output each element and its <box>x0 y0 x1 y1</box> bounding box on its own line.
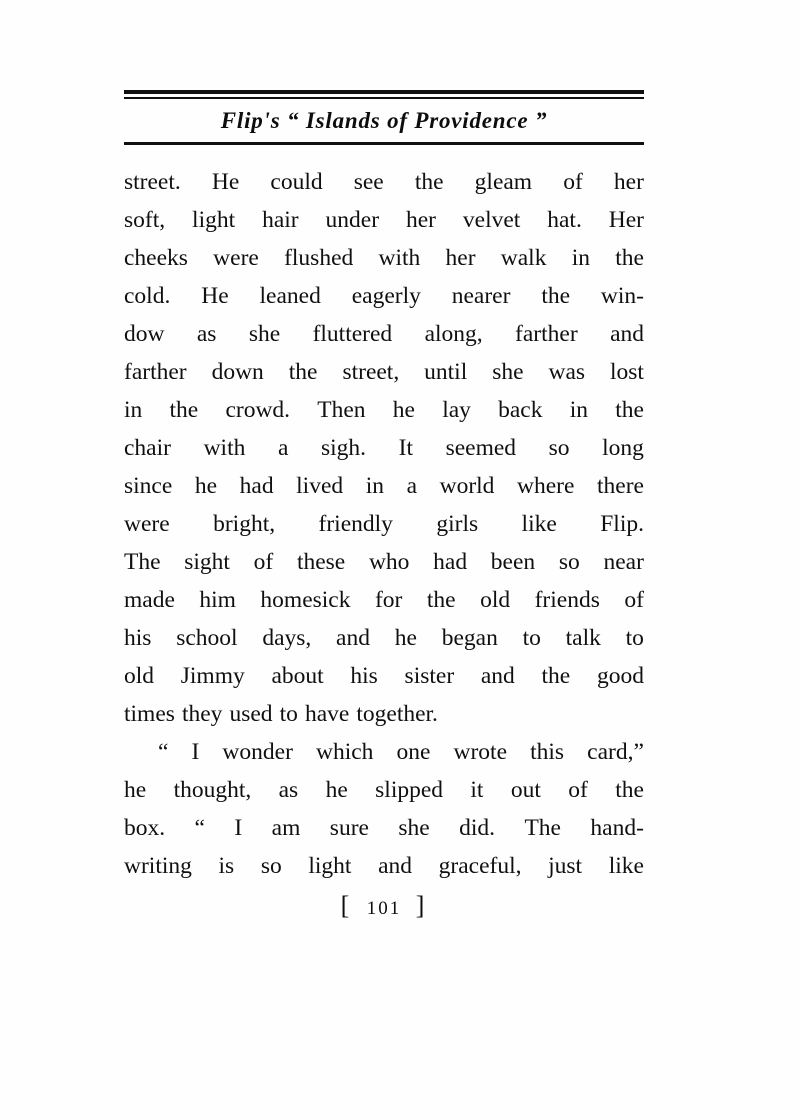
word: dow <box>124 321 165 347</box>
word: began <box>441 625 498 651</box>
body-text <box>124 163 644 885</box>
word: school <box>176 625 238 651</box>
word: velvet <box>462 207 521 233</box>
word: as <box>196 321 217 347</box>
word: to <box>625 625 644 651</box>
word: his <box>124 625 152 651</box>
word: so <box>548 435 570 461</box>
word: these <box>296 549 346 575</box>
word: light <box>192 207 236 233</box>
word: fluttered <box>312 321 393 347</box>
word: the <box>169 397 199 423</box>
paragraph <box>124 163 644 733</box>
word: she <box>492 359 524 385</box>
word: with <box>378 245 421 271</box>
word: in <box>569 397 588 423</box>
word: the <box>426 587 456 613</box>
text-line <box>124 277 644 315</box>
word: Flip. <box>600 511 644 537</box>
word: her <box>405 207 436 233</box>
word: homesick <box>260 587 351 613</box>
word: with <box>203 435 246 461</box>
word: one <box>396 739 431 765</box>
word: her <box>445 245 476 271</box>
word: and <box>336 625 370 651</box>
word: box. <box>124 815 166 841</box>
running-head: Flip's “ Islands of Providence ” <box>220 108 548 133</box>
word: eagerly <box>351 283 421 309</box>
word: used <box>229 701 273 727</box>
word: where <box>517 473 575 499</box>
word: The <box>124 549 161 575</box>
word: am <box>271 815 301 841</box>
word: like <box>608 853 644 879</box>
word: win- <box>600 283 644 309</box>
word: he <box>394 625 417 651</box>
text-line <box>124 771 644 809</box>
text-line <box>124 619 644 657</box>
text-line <box>124 695 644 733</box>
folio-number: 101 <box>366 898 402 919</box>
folio-open-bracket: [ <box>340 891 353 920</box>
word: wrote <box>453 739 508 765</box>
word: about <box>271 663 324 689</box>
word: “ <box>194 815 205 841</box>
word: friends <box>534 587 600 613</box>
text-line <box>124 733 644 771</box>
text-line <box>124 315 644 353</box>
text-line <box>124 353 644 391</box>
word: out <box>510 777 541 803</box>
word: lay <box>442 397 471 423</box>
word: she <box>248 321 281 347</box>
word: cheeks <box>124 245 188 271</box>
word: I <box>234 815 243 841</box>
word: times <box>124 701 175 727</box>
word: chair <box>124 435 171 461</box>
word: leaned <box>259 283 321 309</box>
word: cold. <box>124 283 171 309</box>
word: lived <box>296 473 344 499</box>
word: her <box>613 169 644 195</box>
word: like <box>521 511 557 537</box>
text-line <box>124 505 644 543</box>
word: until <box>424 359 468 385</box>
page-folio <box>124 891 644 921</box>
word: he <box>124 777 147 803</box>
word: she <box>398 815 430 841</box>
word: thought, <box>173 777 252 803</box>
word: together. <box>356 701 438 727</box>
text-line <box>124 657 644 695</box>
word: It <box>398 435 413 461</box>
word: had <box>239 473 274 499</box>
word: the <box>541 283 571 309</box>
text-line <box>124 847 644 885</box>
word: soft, <box>124 207 166 233</box>
word: bright, <box>213 511 276 537</box>
word: girls <box>436 511 479 537</box>
word: were <box>124 511 170 537</box>
word: the <box>288 359 318 385</box>
word: the <box>615 397 644 423</box>
word: which <box>315 739 374 765</box>
word: and <box>480 663 515 689</box>
word: sight <box>184 549 230 575</box>
word: lost <box>609 359 644 385</box>
text-line <box>124 201 644 239</box>
word: “ <box>158 739 169 765</box>
word: so <box>558 549 580 575</box>
word: card,” <box>587 739 644 765</box>
word: he <box>392 397 415 423</box>
word: for <box>374 587 403 613</box>
word: down <box>211 359 264 385</box>
text-line <box>124 239 644 277</box>
word: could <box>270 169 323 195</box>
word: sister <box>404 663 455 689</box>
word: his <box>350 663 378 689</box>
word: He <box>201 283 229 309</box>
word: talk <box>565 625 601 651</box>
word: long <box>602 435 644 461</box>
word: friendly <box>318 511 393 537</box>
word: to <box>522 625 541 651</box>
word: who <box>368 549 410 575</box>
word: gleam <box>474 169 533 195</box>
word: farther <box>124 359 187 385</box>
paragraph <box>124 733 644 885</box>
word: good <box>596 663 644 689</box>
word: as <box>278 777 299 803</box>
page-content <box>124 90 644 921</box>
word: street. <box>124 169 181 195</box>
word: The <box>524 815 561 841</box>
word: were <box>213 245 259 271</box>
word: this <box>530 739 565 765</box>
word: flushed <box>284 245 354 271</box>
word: old <box>480 587 511 613</box>
word: the <box>615 245 644 271</box>
word: been <box>490 549 536 575</box>
word: and <box>378 853 413 879</box>
word: a <box>406 473 418 499</box>
word: Jimmy <box>180 663 245 689</box>
word: of <box>568 777 588 803</box>
text-line <box>124 543 644 581</box>
word: writing <box>124 853 192 879</box>
word: of <box>563 169 583 195</box>
word: crowd. <box>225 397 291 423</box>
word: since <box>124 473 173 499</box>
word: farther <box>515 321 578 347</box>
word: hand- <box>590 815 644 841</box>
word: in <box>365 473 385 499</box>
head-rule <box>124 142 644 145</box>
text-line <box>124 163 644 201</box>
word: I <box>191 739 200 765</box>
word: to <box>279 701 298 727</box>
word: sigh. <box>320 435 367 461</box>
word: of <box>624 587 644 613</box>
word: was <box>548 359 586 385</box>
word: sure <box>329 815 369 841</box>
word: wonder <box>222 739 293 765</box>
word: He <box>211 169 240 195</box>
word: have <box>304 701 350 727</box>
word: graceful, <box>438 853 522 879</box>
word: a <box>277 435 289 461</box>
word: it <box>470 777 484 803</box>
word: slipped <box>375 777 444 803</box>
word: nearer <box>451 283 511 309</box>
word: light <box>308 853 352 879</box>
word: him <box>199 587 236 613</box>
text-line <box>124 581 644 619</box>
word: is <box>218 853 235 879</box>
word: near <box>603 549 644 575</box>
word: back <box>498 397 543 423</box>
word: had <box>433 549 468 575</box>
word: so <box>260 853 282 879</box>
word: along, <box>424 321 483 347</box>
word: days, <box>262 625 312 651</box>
word: under <box>325 207 380 233</box>
word: there <box>597 473 644 499</box>
word: he <box>194 473 218 499</box>
word: walk <box>500 245 547 271</box>
word: in <box>571 245 590 271</box>
folio-close-bracket: ] <box>415 891 428 920</box>
word: he <box>325 777 348 803</box>
word: hat. <box>547 207 582 233</box>
word: did. <box>459 815 496 841</box>
word: world <box>439 473 495 499</box>
word: hair <box>262 207 299 233</box>
word: and <box>610 321 644 347</box>
text-line <box>124 429 644 467</box>
text-line <box>124 391 644 429</box>
word: street, <box>342 359 400 385</box>
word: see <box>353 169 384 195</box>
text-line <box>124 809 644 847</box>
word: they <box>181 701 223 727</box>
word: Then <box>317 397 366 423</box>
word: of <box>253 549 274 575</box>
text-line <box>124 467 644 505</box>
word: seemed <box>445 435 517 461</box>
word: made <box>124 587 175 613</box>
word: Her <box>608 207 644 233</box>
word: the <box>615 777 644 803</box>
word: old <box>124 663 155 689</box>
word: in <box>124 397 143 423</box>
word: just <box>548 853 583 879</box>
word: the <box>541 663 571 689</box>
word: the <box>414 169 444 195</box>
